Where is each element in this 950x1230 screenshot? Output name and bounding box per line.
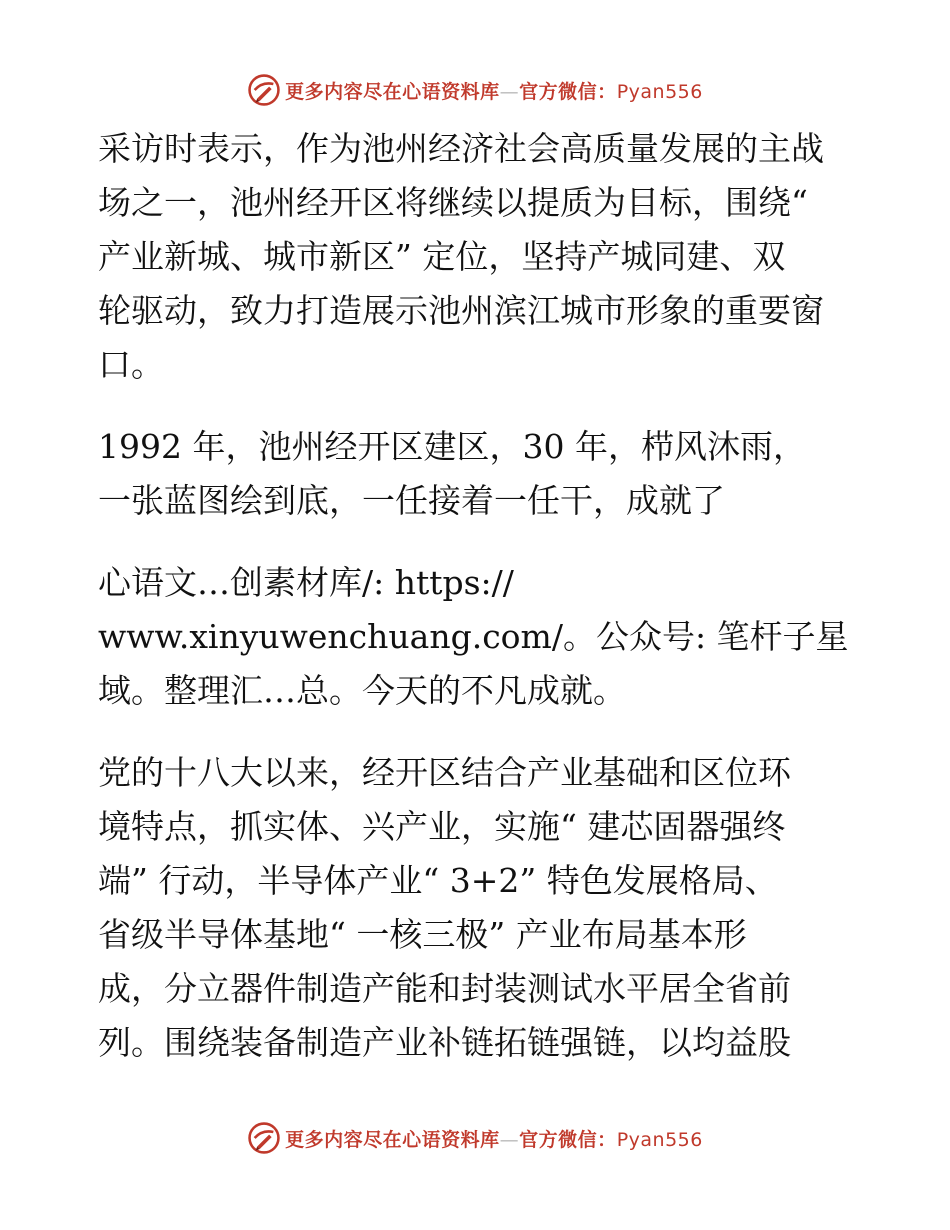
pen-logo-icon — [247, 73, 281, 107]
text-line: 列。围绕装备制造产业补链拓链强链，以均益股 — [98, 1023, 791, 1062]
pen-logo-icon — [247, 1121, 281, 1155]
paragraph-2 — [98, 420, 868, 528]
paragraph-4 — [98, 746, 868, 1070]
document-body — [98, 122, 868, 1070]
paragraph-3 — [98, 556, 868, 718]
text-line: 轮驱动，致力打造展示池州滨江城市形象的重要窗 — [98, 291, 824, 330]
footer-banner — [0, 1118, 950, 1158]
text-line: 成，分立器件制造产能和封装测试水平居全省前 — [98, 969, 791, 1008]
text-line: 1992 年，池州经开区建区，30 年，栉风沐雨， — [98, 427, 806, 466]
text-line: 场之一，池州经开区将继续以提质为目标，围绕“ — [98, 183, 808, 222]
text-line: 采访时表示，作为池州经济社会高质量发展的主战 — [98, 129, 824, 168]
footer-banner-text: 更多内容尽在心语资料库—官方微信：Pyan556 — [285, 1128, 703, 1151]
text-line: www.xinyuwenchuang.com/。公众号: 笔杆子星 — [98, 617, 849, 656]
text-line: 产业新城、城市新区” 定位，坚持产城同建、双 — [98, 237, 786, 276]
text-line: 口。 — [98, 345, 164, 384]
text-line: 端” 行动，半导体产业“ 3+2” 特色发展格局、 — [98, 861, 778, 900]
header-banner — [0, 70, 950, 110]
text-line: 省级半导体基地“ 一核三极” 产业布局基本形 — [98, 915, 747, 954]
text-line: 党的十八大以来，经开区结合产业基础和区位环 — [98, 753, 791, 792]
text-line: 一张蓝图绘到底，一任接着一任干，成就了 — [98, 481, 725, 520]
text-line: 域。整理汇…总。今天的不凡成就。 — [98, 671, 626, 710]
paragraph-1 — [98, 122, 868, 392]
header-banner-text: 更多内容尽在心语资料库—官方微信：Pyan556 — [285, 80, 703, 103]
text-line: 境特点，抓实体、兴产业，实施“ 建芯固器强终 — [98, 807, 786, 846]
text-line: 心语文…创素材库/: https:// — [98, 563, 514, 602]
